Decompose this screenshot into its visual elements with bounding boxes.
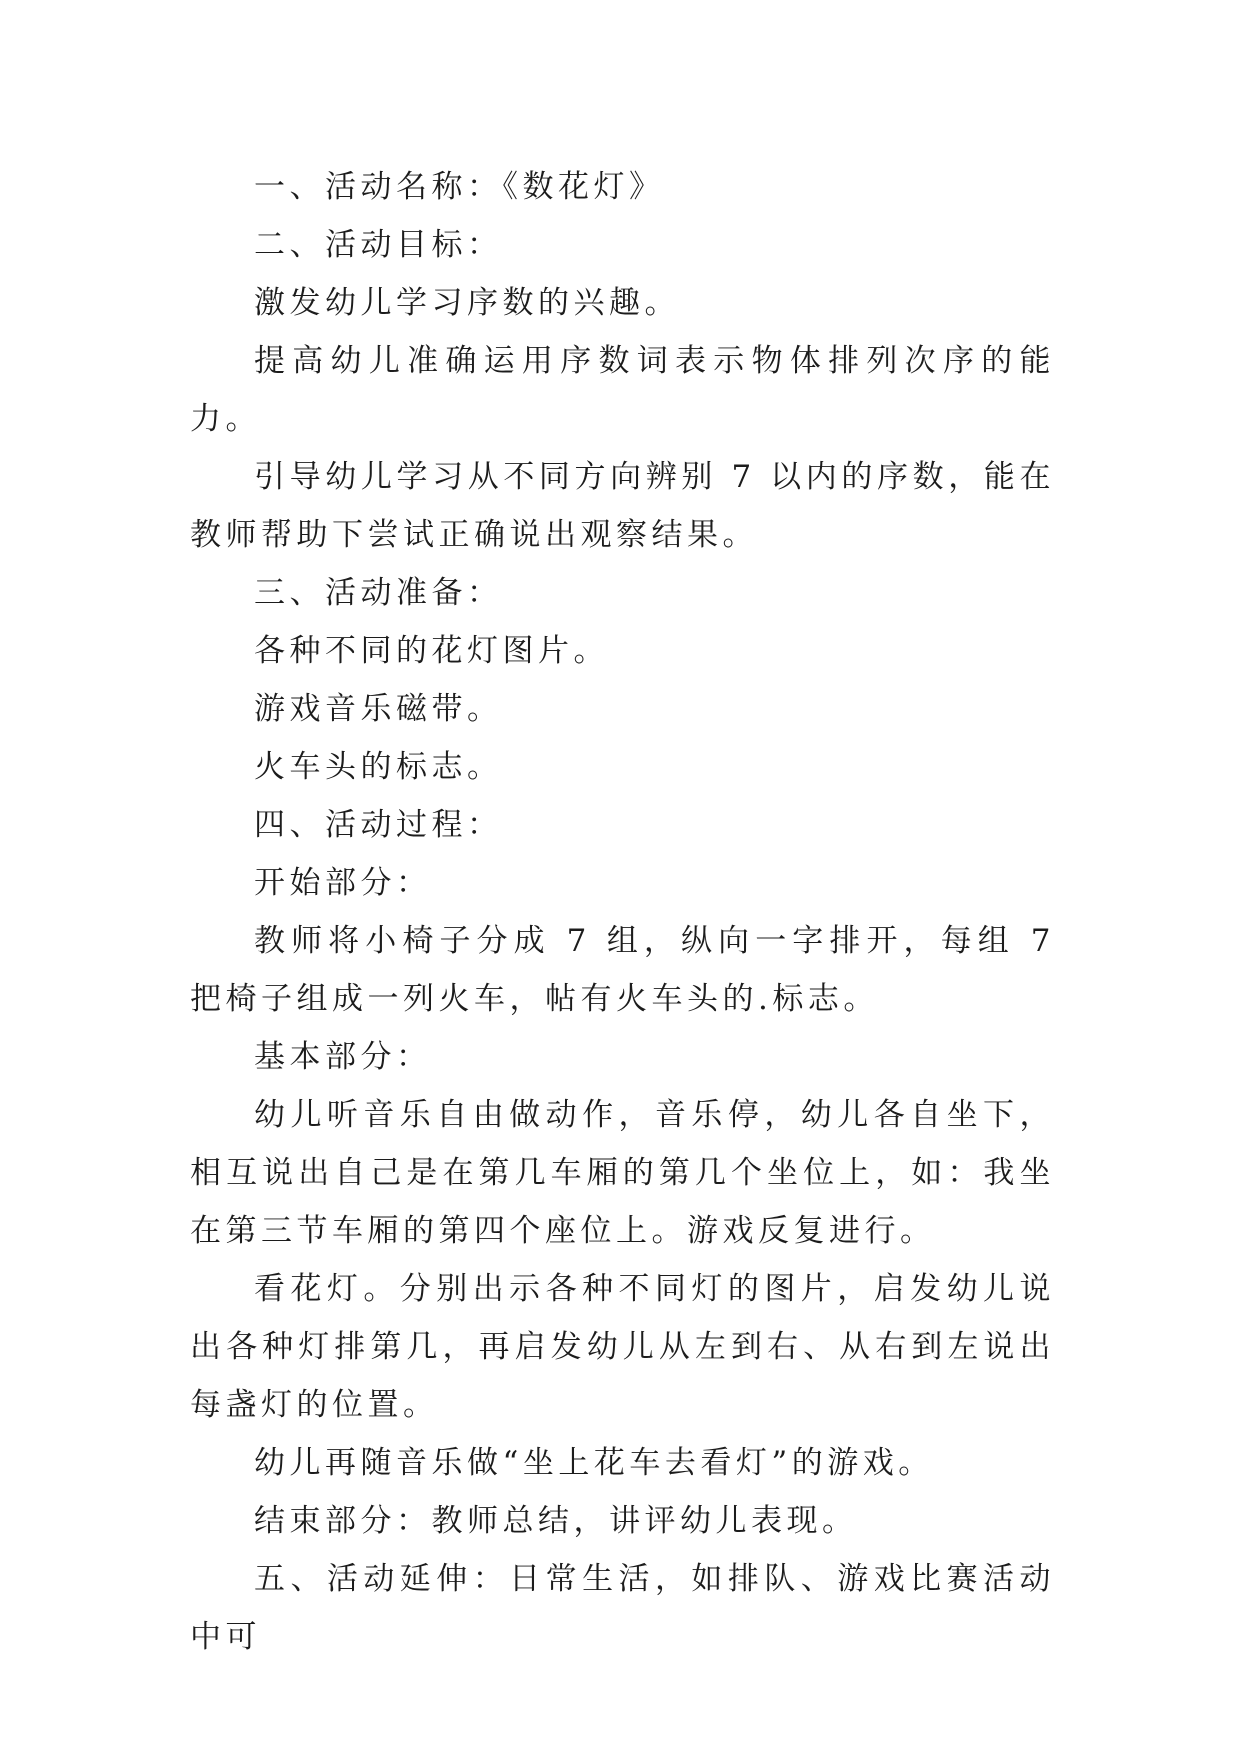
ending-paragraph: 结束部分：教师总结，讲评幼儿表现。	[254, 1503, 858, 1539]
process-paragraph: 看花灯。分别出示各种不同灯的图片，启发幼儿说出各种灯排第几，再启发幼儿从左到右、从右到左说出每盏灯的位置。	[190, 1271, 1055, 1423]
document-body	[190, 158, 1055, 1666]
goal-paragraph: 提高幼儿准确运用序数词表示物体排列次序的能力。	[190, 343, 1055, 437]
heading-activity-goals: 二、活动目标：	[254, 227, 503, 263]
goal-paragraph: 引导幼儿学习从不同方向辨别 7 以内的序数，能在教师帮助下尝试正确说出观察结果。	[190, 459, 1055, 553]
preparation-item: 游戏音乐磁带。	[254, 691, 503, 727]
subheading-basic: 基本部分：	[254, 1039, 432, 1075]
process-paragraph: 幼儿听音乐自由做动作，音乐停，幼儿各自坐下，相互说出自己是在第几车厢的第几个坐位上，如：我坐在第三节车厢的第四个座位上。游戏反复进行。	[190, 1097, 1055, 1249]
heading-activity-name: 一、活动名称：《数花灯》	[254, 169, 665, 205]
preparation-item: 火车头的标志。	[254, 749, 503, 785]
subheading-start: 开始部分：	[254, 865, 432, 901]
heading-activity-process: 四、活动过程：	[254, 807, 503, 843]
heading-activity-preparation: 三、活动准备：	[254, 575, 503, 611]
goal-paragraph: 激发幼儿学习序数的兴趣。	[254, 285, 680, 321]
heading-activity-extension: 五、活动延伸：日常生活，如排队、游戏比赛活动中可	[190, 1561, 1055, 1655]
process-paragraph: 教师将小椅子分成 7 组，纵向一字排开，每组 7 把椅子组成一列火车，帖有火车头的.标志。	[190, 923, 1055, 1017]
preparation-item: 各种不同的花灯图片。	[254, 633, 609, 669]
process-paragraph: 幼儿再随音乐做“坐上花车去看灯”的游戏。	[254, 1445, 934, 1481]
